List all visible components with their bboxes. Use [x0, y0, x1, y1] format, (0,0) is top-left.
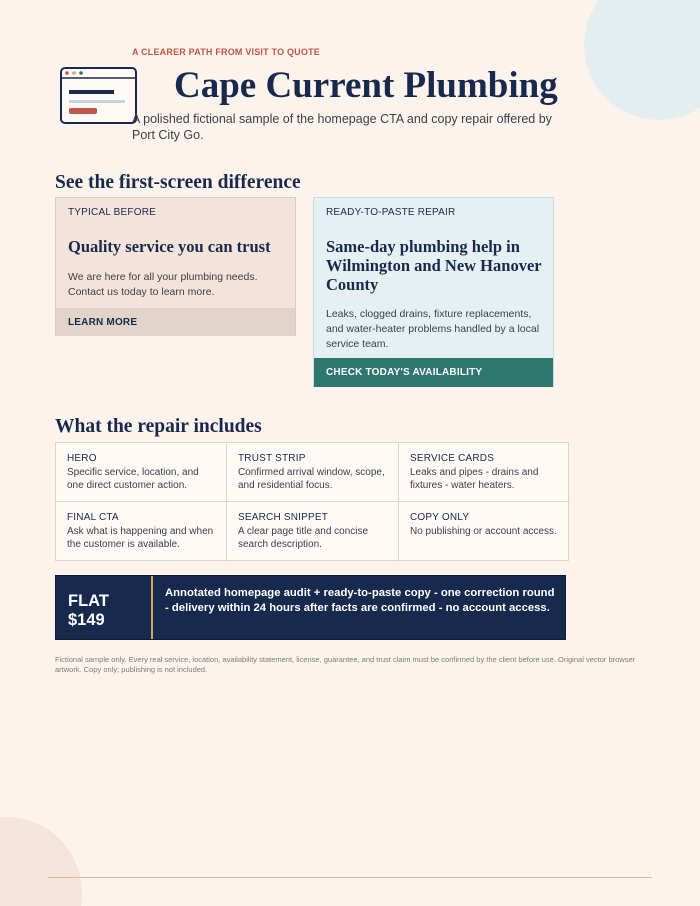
- include-item-desc: A clear page title and concise search description.: [238, 526, 369, 550]
- include-item-hero: [56, 443, 227, 502]
- page-subtitle: A polished fictional sample of the homepage CTA and copy repair offered by Port City Go.: [132, 112, 552, 142]
- include-item-desc: Confirmed arrival window, scope, and residential focus.: [238, 467, 385, 491]
- decorative-circle-bottom-left: [0, 817, 82, 906]
- include-item-search-snippet: [227, 502, 399, 562]
- disclaimer-text: Fictional sample only. Every real service, location, availability statement, license, guarantee, and trust claim must be confirmed by the client before use. Original vector browser artwork. Copy only; publishing is not included.: [55, 655, 636, 674]
- after-body: Leaks, clogged drains, fixture replacements, and water-heater problems handled by a local service team.: [326, 308, 540, 350]
- comparison-heading: See the first-screen difference: [55, 172, 301, 193]
- eyebrow-text: A CLEARER PATH FROM VISIT TO QUOTE: [132, 47, 320, 57]
- before-panel: [55, 197, 296, 336]
- include-item-desc: No publishing or account access.: [410, 526, 557, 537]
- price-divider: [151, 576, 153, 639]
- learn-more-button[interactable]: LEARN MORE: [56, 308, 295, 336]
- include-item-title: FINAL CTA: [67, 512, 119, 523]
- include-item-title: SERVICE CARDS: [410, 453, 495, 464]
- page-title: Cape Current Plumbing: [174, 65, 558, 106]
- after-tag: READY-TO-PASTE REPAIR: [326, 207, 456, 218]
- include-item-desc: Specific service, location, and one direct customer action.: [67, 467, 199, 491]
- before-body: We are here for all your plumbing needs. Contact us today to learn more.: [68, 271, 258, 298]
- pricing-banner: [55, 575, 566, 640]
- includes-heading: What the repair includes: [55, 416, 262, 437]
- footer-divider: [48, 877, 652, 878]
- include-item-title: TRUST STRIP: [238, 453, 306, 464]
- include-item-title: HERO: [67, 453, 97, 464]
- include-item-service-cards: [399, 443, 570, 502]
- include-item-desc: Ask what is happening and when the customer is available.: [67, 526, 214, 550]
- include-item-desc: Leaks and pipes - drains and fixtures - water heaters.: [410, 467, 539, 491]
- check-availability-button[interactable]: CHECK TODAY'S AVAILABILITY: [314, 358, 553, 387]
- include-item-final-cta: [56, 502, 227, 562]
- price-description: Annotated homepage audit + ready-to-paste copy - one correction round - delivery within 24 hours after facts are confirmed - no account access.: [165, 587, 555, 614]
- after-headline: Same-day plumbing help in Wilmington and New Hanover County: [326, 237, 542, 294]
- before-headline: Quality service you can trust: [68, 237, 271, 256]
- includes-grid: [55, 442, 569, 561]
- include-item-copy-only: [399, 502, 570, 562]
- after-panel: [313, 197, 554, 387]
- include-item-title: COPY ONLY: [410, 512, 470, 523]
- decorative-circle-top-right: [584, 0, 700, 120]
- price-label: FLAT $149: [68, 592, 109, 629]
- before-tag: TYPICAL BEFORE: [68, 207, 157, 218]
- include-item-trust-strip: [227, 443, 399, 502]
- include-item-title: SEARCH SNIPPET: [238, 512, 329, 523]
- browser-window-icon: [60, 67, 137, 124]
